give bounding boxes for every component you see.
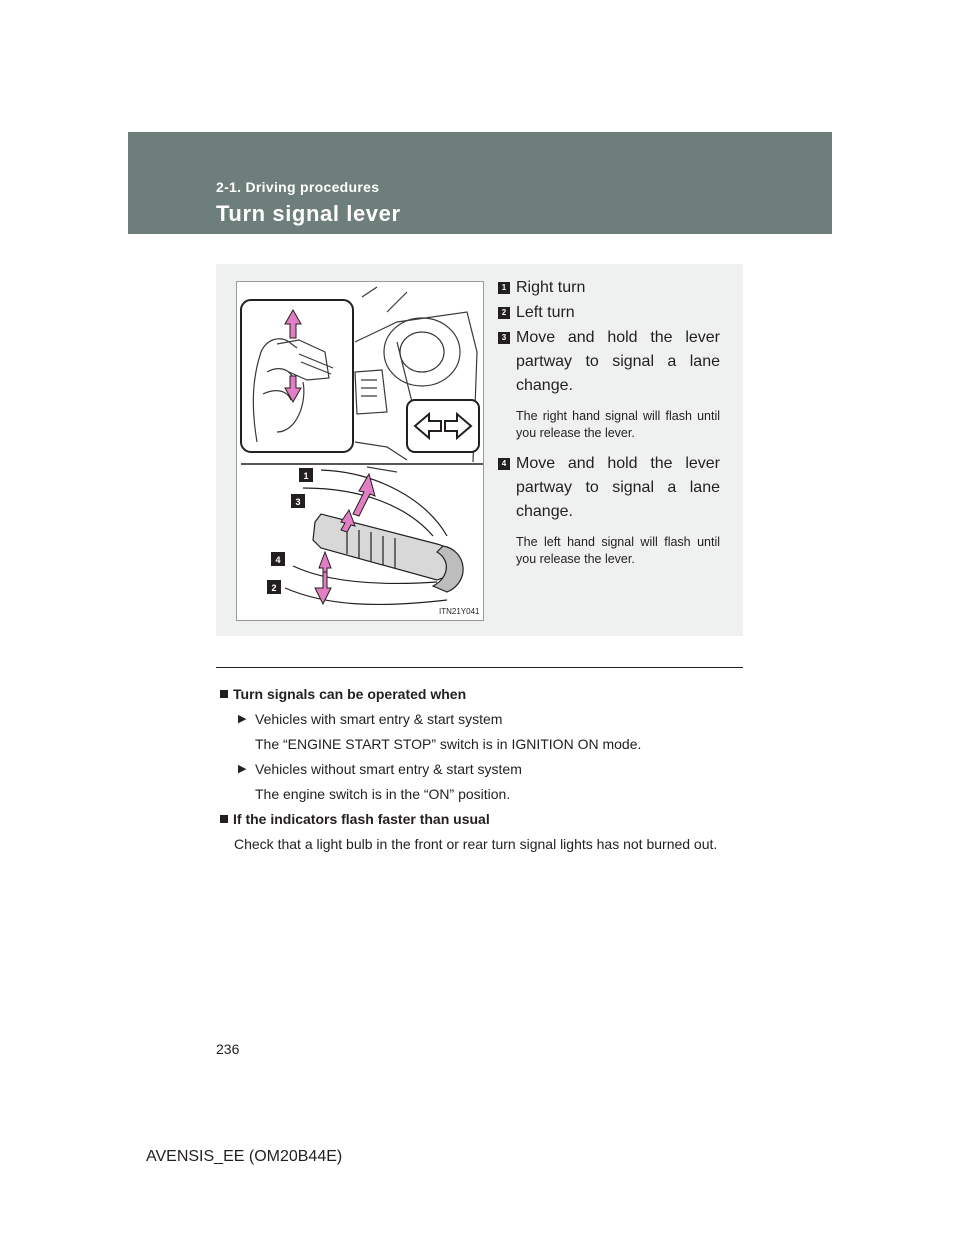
figure-code: ITN21Y041 [439,607,480,616]
page-number: 236 [216,1041,240,1057]
legend-item-2 [498,301,720,325]
sub-detail-no-smart-entry: The engine switch is in the “ON” position. [255,786,511,802]
number-badge: 4 [498,458,510,470]
legend-label-line: change. [516,377,573,394]
note-heading-flash [216,809,738,829]
legend-item-3 [498,326,720,398]
sub-item-smart-entry [216,709,738,729]
arrow-bullet-icon: ▶ [238,713,247,725]
legend-note-3: The right hand signal will flash until you release the lever. [516,409,720,440]
note-heading-text: If the indicators flash faster than usual [233,811,490,827]
sub-item-text: Vehicles without smart entry & start system [255,761,522,777]
legend-item-1 [498,276,720,300]
section-label: 2-1. Driving procedures [216,179,380,195]
turn-signal-illustration [236,281,484,621]
legend-label: Left turn [516,304,575,321]
note-body-flash: Check that a light bulb in the front or rear turn signal lights has not burned out. [234,836,718,852]
number-badge: 1 [498,282,510,294]
callout-3: 3 [295,497,301,507]
note-heading-operated [216,684,738,704]
legend-label-line: Move and hold the lever [516,455,720,472]
sub-detail-smart-entry: The “ENGINE START STOP” switch is in IGNITION ON mode. [255,736,642,752]
square-bullet-icon [220,815,228,823]
sub-item-no-smart-entry [216,759,738,779]
manual-code: AVENSIS_EE (OM20B44E) [146,1148,343,1165]
legend-label: Right turn [516,279,586,296]
arrow-bullet-icon: ▶ [238,763,247,775]
legend-label-line: partway to signal a lane [516,353,720,370]
lever-callouts [267,468,313,594]
legend-label-line: change. [516,503,573,520]
notes-section [216,684,738,854]
figure-legend [498,276,720,568]
legend-note-4: The left hand signal will flash until you release the lever. [516,535,720,566]
number-badge: 2 [498,307,510,319]
note-heading-text: Turn signals can be operated when [233,686,467,702]
callout-4: 4 [275,555,281,565]
section-divider [216,667,743,668]
page-title: Turn signal lever [216,201,401,226]
callout-2: 2 [271,583,277,593]
square-bullet-icon [220,690,228,698]
sub-item-text: Vehicles with smart entry & start system [255,711,503,727]
legend-item-4 [498,452,720,524]
legend-label-line: Move and hold the lever [516,329,720,346]
number-badge: 3 [498,332,510,344]
legend-label-line: partway to signal a lane [516,479,720,496]
callout-1: 1 [303,471,309,481]
